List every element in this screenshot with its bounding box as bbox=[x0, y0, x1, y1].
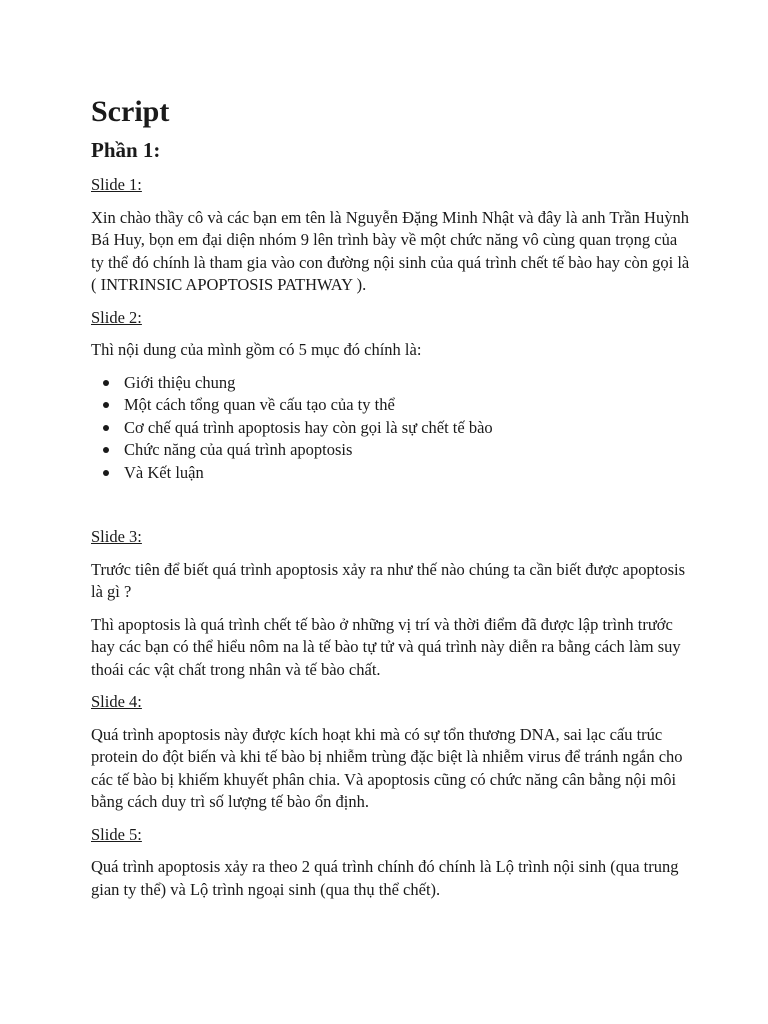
bullet-icon bbox=[103, 380, 109, 386]
list-item bbox=[91, 372, 691, 395]
list-item bbox=[91, 394, 691, 417]
list-item-text: Chức năng của quá trình apoptosis bbox=[124, 440, 353, 459]
slide-5-paragraph: Quá trình apoptosis xảy ra theo 2 quá trình chính đó chính là Lộ trình nội sinh (qua trung gian ty thể) và Lộ trình ngoại sinh (qua thụ thể chết). bbox=[91, 857, 679, 899]
list-item bbox=[91, 462, 691, 485]
bullet-icon bbox=[103, 447, 109, 453]
document-page bbox=[91, 92, 691, 911]
list-item-text: Giới thiệu chung bbox=[124, 372, 236, 392]
bullet-icon bbox=[103, 470, 109, 476]
list-item-text: Một cách tổng quan về cấu tạo của ty thể bbox=[124, 395, 395, 414]
document-title: Script bbox=[91, 95, 170, 128]
slide-2-label: Slide 2: bbox=[91, 307, 142, 327]
slide-1-paragraph: Xin chào thầy cô và các bạn em tên là Nguyễn Đặng Minh Nhật và đây là anh Trần Huỳnh Bá Huy, bọn em đại diện nhóm 9 lên trình bày về một chức năng vô cùng quan trọng của ty thể đó chính là tham gia vào con đường nội sinh của quá trình chết tế bào hay còn gọi là ( INTRINSIC APOPTOSIS PATHWAY ). bbox=[91, 207, 690, 294]
slide-3-label: Slide 3: bbox=[91, 527, 142, 546]
slide-4-paragraph: Quá trình apoptosis này được kích hoạt khi mà có sự tổn thương DNA, sai lạc cấu trúc protein do đột biến và khi tế bào bị nhiễm trùng đặc biệt là nhiễm virus để tránh ngắn cho các tế bào bị khiếm khuyết phân chia. Và apoptosis cũng có chức năng cân bằng nội môi bằng cách duy trì số lượng tế bào ổn định. bbox=[91, 724, 683, 811]
spacer bbox=[91, 484, 691, 526]
list-item-text: Cơ chế quá trình apoptosis hay còn gọi là sự chết tế bào bbox=[124, 417, 493, 437]
part-heading: Phần 1: bbox=[91, 138, 161, 162]
list-item-text: Và Kết luận bbox=[124, 462, 204, 482]
bullet-icon bbox=[103, 402, 109, 408]
slide-3-paragraph-1: Trước tiên để biết quá trình apoptosis xảy ra như thế nào chúng ta cần biết được apoptosis là gì ? bbox=[91, 559, 685, 601]
slide-5-label: Slide 5: bbox=[91, 824, 142, 844]
bullet-icon bbox=[103, 425, 109, 431]
slide-4-label: Slide 4: bbox=[91, 692, 142, 711]
list-item bbox=[91, 439, 691, 462]
list-item bbox=[91, 417, 691, 440]
slide-1-label: Slide 1: bbox=[91, 175, 142, 194]
slide-2-paragraph: Thì nội dung của mình gồm có 5 mục đó chính là: bbox=[91, 340, 422, 359]
contents-list bbox=[91, 372, 691, 485]
slide-3-paragraph-2: Thì apoptosis là quá trình chết tế bào ở những vị trí và thời điểm đã được lập trình trước hay các bạn có thể hiểu nôm na là tế bào tự tử và quá trình này diễn ra bằng cách làm suy thoái các vật chất trong nhân và tế bào chất. bbox=[91, 614, 681, 679]
